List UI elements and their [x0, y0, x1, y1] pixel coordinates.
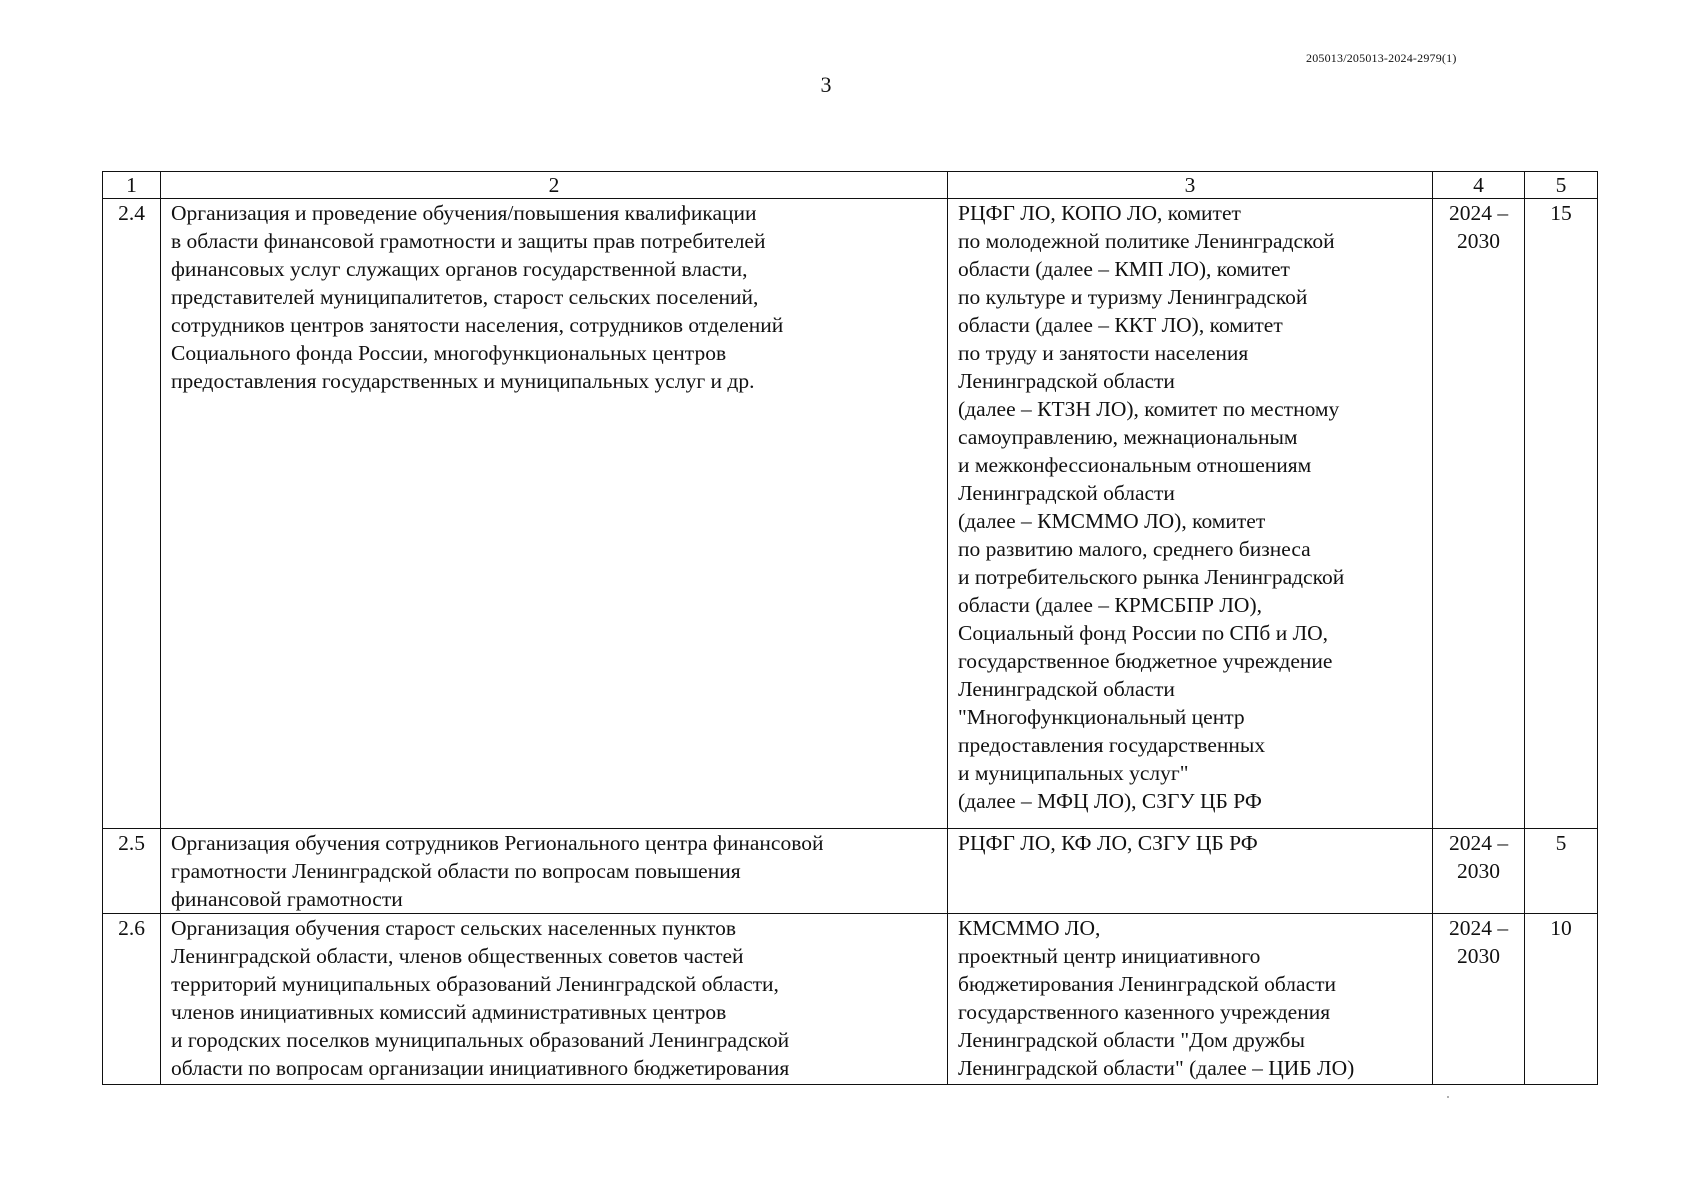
table-row	[103, 914, 1598, 1085]
row-number: 2.5	[103, 829, 161, 914]
document-id: 205013/205013-2024-2979(1)	[1306, 51, 1457, 65]
row-period: 2024 – 2030	[1433, 199, 1525, 829]
table-header-row	[103, 172, 1598, 199]
row-value: 10	[1525, 914, 1598, 1085]
column-header-5: 5	[1525, 172, 1598, 199]
page-number: 3	[820, 72, 832, 97]
column-header-2: 2	[161, 172, 948, 199]
row-responsible: РЦФГ ЛО, КОПО ЛО, комитет по молодежной политике Ленинградской области (далее – КМП ЛО), комитет по культуре и туризму Ленинградской области (далее – ККТ ЛО), комитет по труду и занятости населения Ленинградской области (далее – КТЗН ЛО), комитет по местному самоуправлению, межнациональным и межконфессиональным отношениям Ленинградской области (далее – КМСММО ЛО), комитет по развитию малого, среднего бизнеса и потребительского рынка Ленинградской области (далее – КРМСБПР ЛО), Социальный фонд России по СПб и ЛО, государственное бюджетное учреждение Ленинградской области "Многофункциональный центр предоставления государственных и муниципальных услуг" (далее – МФЦ ЛО), СЗГУ ЦБ РФ	[948, 199, 1433, 829]
row-description: Организация обучения сотрудников Регионального центра финансовой грамотности Ленинградской области по вопросам повышения финансовой грамотности	[161, 829, 948, 914]
row-value: 5	[1525, 829, 1598, 914]
row-description: Организация и проведение обучения/повышения квалификации в области финансовой грамотности и защиты прав потребителей финансовых услуг служащих органов государственной власти, представителей муниципалитетов, старост сельских поселений, сотрудников центров занятости населения, сотрудников отделений Социального фонда России, многофункциональных центров предоставления государственных и муниципальных услуг и др.	[161, 199, 948, 829]
row-period: 2024 – 2030	[1433, 914, 1525, 1085]
row-period: 2024 – 2030	[1433, 829, 1525, 914]
row-responsible: КМСММО ЛО, проектный центр инициативного бюджетирования Ленинградской области государственного казенного учреждения Ленинградской области "Дом дружбы Ленинградской области" (далее – ЦИБ ЛО)	[948, 914, 1433, 1085]
table-row	[103, 199, 1598, 829]
row-responsible: РЦФГ ЛО, КФ ЛО, СЗГУ ЦБ РФ	[948, 829, 1433, 914]
row-number: 2.4	[103, 199, 161, 829]
column-header-4: 4	[1433, 172, 1525, 199]
row-description: Организация обучения старост сельских населенных пунктов Ленинградской области, членов общественных советов частей территорий муниципальных образований Ленинградской области, членов инициативных комиссий административных центров и городских поселков муниципальных образований Ленинградской области по вопросам организации инициативного бюджетирования	[161, 914, 948, 1085]
row-value: 15	[1525, 199, 1598, 829]
row-number: 2.6	[103, 914, 161, 1085]
scan-speck	[1447, 1096, 1449, 1098]
table-row	[103, 829, 1598, 914]
measures-table	[102, 171, 1598, 1085]
column-header-3: 3	[948, 172, 1433, 199]
column-header-1: 1	[103, 172, 161, 199]
